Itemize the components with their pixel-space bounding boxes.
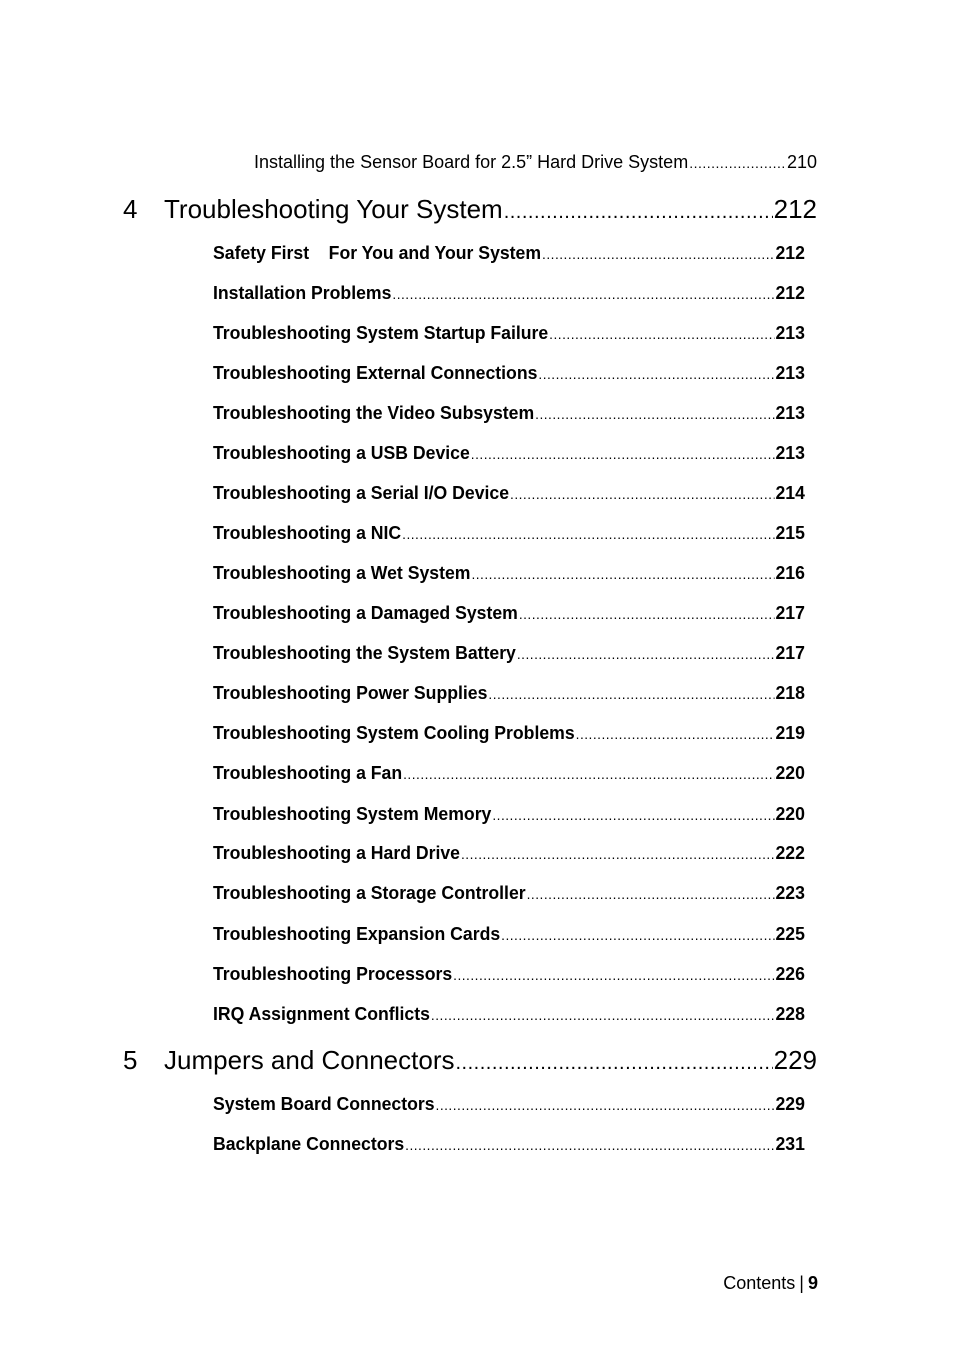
toc-leader-dots [519, 606, 775, 622]
toc-entry[interactable] [213, 643, 805, 667]
toc-entry-label: Troubleshooting a USB Device [213, 443, 470, 463]
toc-chapter-4[interactable] [123, 194, 817, 226]
toc-leader-dots [405, 1137, 774, 1153]
toc-entry[interactable] [213, 603, 805, 627]
toc-leader-dots [510, 486, 774, 502]
toc-leader-dots [501, 927, 774, 943]
chapter-page: 229 [773, 1045, 817, 1075]
toc-entry-page: 212 [775, 283, 805, 303]
toc-entry-label: Troubleshooting Expansion Cards [213, 924, 501, 944]
toc-entry-page: 213 [775, 363, 805, 383]
toc-entry[interactable] [213, 323, 805, 347]
chapter-number: 4 [123, 194, 138, 224]
toc-entry[interactable] [213, 523, 805, 547]
toc-leader-dots [527, 886, 775, 902]
toc-entry-label: Troubleshooting a Hard Drive [213, 843, 461, 863]
toc-entry-page: 228 [775, 1004, 805, 1024]
toc-entry[interactable] [213, 1134, 805, 1158]
toc-entry-page: 220 [775, 763, 805, 783]
toc-entry-page: 215 [775, 523, 805, 543]
toc-entry[interactable] [213, 563, 805, 587]
toc-leader-dots [542, 246, 774, 262]
toc-entry-label: Troubleshooting a Damaged System [213, 603, 518, 623]
toc-entry[interactable] [213, 964, 805, 988]
toc-entry-page: 220 [775, 804, 805, 824]
toc-leader-dots [504, 201, 773, 224]
chapter-title: Jumpers and Connectors [164, 1045, 455, 1075]
toc-leader-dots [576, 726, 775, 742]
toc-entry[interactable] [213, 283, 805, 307]
toc-entry-label: Troubleshooting a Storage Controller [213, 883, 526, 903]
toc-entry-page: 217 [775, 603, 805, 623]
toc-leader-dots [471, 446, 775, 462]
toc-leader-dots [453, 967, 774, 983]
toc-leader-dots [538, 366, 774, 382]
toc-entry-page: 213 [775, 443, 805, 463]
toc-entry-label: Troubleshooting a Serial I/O Device [213, 483, 510, 503]
toc-entry[interactable] [213, 723, 805, 747]
toc-entry-label: IRQ Assignment Conflicts [213, 1004, 430, 1024]
toc-entry-page: 217 [775, 643, 805, 663]
toc-entry-page: 218 [775, 683, 805, 703]
toc-subentry[interactable] [254, 152, 817, 176]
toc-leader-dots [392, 286, 774, 302]
toc-entry-label: Troubleshooting System Cooling Problems [213, 723, 575, 743]
toc-entry-label: Troubleshooting Processors [213, 964, 453, 984]
toc-entry-label: Safety First For You and Your System [213, 243, 542, 263]
toc-entry-label: Troubleshooting the Video Subsystem [213, 403, 535, 423]
toc-entry[interactable] [213, 243, 805, 267]
toc-leader-dots [403, 766, 774, 782]
toc-entry[interactable] [213, 843, 805, 867]
toc-entry[interactable] [213, 1094, 805, 1118]
toc-entry-page: 219 [775, 723, 805, 743]
toc-entry[interactable] [213, 1004, 805, 1028]
toc-entry-label: Troubleshooting the System Battery [213, 643, 516, 663]
toc-entry-page: 222 [775, 843, 805, 863]
toc-entry-page: 212 [775, 243, 805, 263]
toc-entry-page: 226 [775, 964, 805, 984]
toc-entry-label: Troubleshooting Power Supplies [213, 683, 488, 703]
toc-entry-label: Troubleshooting a Wet System [213, 563, 471, 583]
toc-leader-dots [431, 1007, 775, 1023]
chapter-title: Troubleshooting Your System [164, 194, 503, 224]
toc-entry-page: 231 [775, 1134, 805, 1154]
toc-entry-label: Troubleshooting External Connections [213, 363, 538, 383]
toc-entry-page: 229 [775, 1094, 805, 1114]
toc-entry[interactable] [213, 363, 805, 387]
toc-leader-dots [436, 1097, 775, 1113]
toc-leader-dots [488, 686, 774, 702]
toc-leader-dots [492, 807, 774, 823]
toc-entry-page: 213 [775, 403, 805, 423]
toc-leader-dots [471, 566, 774, 582]
toc-entry-label: Troubleshooting a Fan [213, 763, 403, 783]
chapter-number: 5 [123, 1045, 138, 1075]
toc-entry-label: System Board Connectors [213, 1094, 435, 1114]
toc-entry[interactable] [213, 403, 805, 427]
toc-entry-label: Troubleshooting System Startup Failure [213, 323, 549, 343]
toc-leader-dots [402, 526, 774, 542]
toc-leader-dots [535, 406, 774, 422]
toc-leader-dots [461, 846, 775, 862]
toc-entry-page: 223 [775, 883, 805, 903]
toc-chapter-5[interactable] [123, 1045, 817, 1077]
toc-entry[interactable] [213, 763, 805, 787]
toc-entry-label: Troubleshooting a NIC [213, 523, 402, 543]
toc-entry-page: 210 [786, 152, 817, 172]
toc-leader-dots [455, 1052, 772, 1075]
toc-entry-page: 225 [775, 924, 805, 944]
toc-entry-page: 213 [775, 323, 805, 343]
chapter-page: 212 [773, 194, 817, 224]
toc-entry-page: 214 [775, 483, 805, 503]
toc-entry[interactable] [213, 443, 805, 467]
toc-entry-page: 216 [775, 563, 805, 583]
page-footer [700, 1273, 818, 1294]
toc-entry[interactable] [213, 683, 805, 707]
footer-separator: | [799, 1273, 804, 1293]
toc-entry[interactable] [213, 924, 805, 948]
toc-leader-dots [549, 326, 774, 342]
toc-entry-label: Installation Problems [213, 283, 392, 303]
toc-entry[interactable] [213, 483, 805, 507]
toc-entry[interactable] [213, 883, 805, 907]
toc-entry[interactable] [213, 804, 805, 828]
toc-entry-label: Backplane Connectors [213, 1134, 405, 1154]
footer-section-label: Contents [723, 1273, 796, 1293]
toc-leader-dots [517, 646, 775, 662]
footer-page-number: 9 [807, 1273, 818, 1293]
toc-leader-dots [689, 155, 786, 171]
toc-entry-label: Installing the Sensor Board for 2.5” Hard Drive System [254, 152, 689, 172]
toc-entry-label: Troubleshooting System Memory [213, 804, 492, 824]
